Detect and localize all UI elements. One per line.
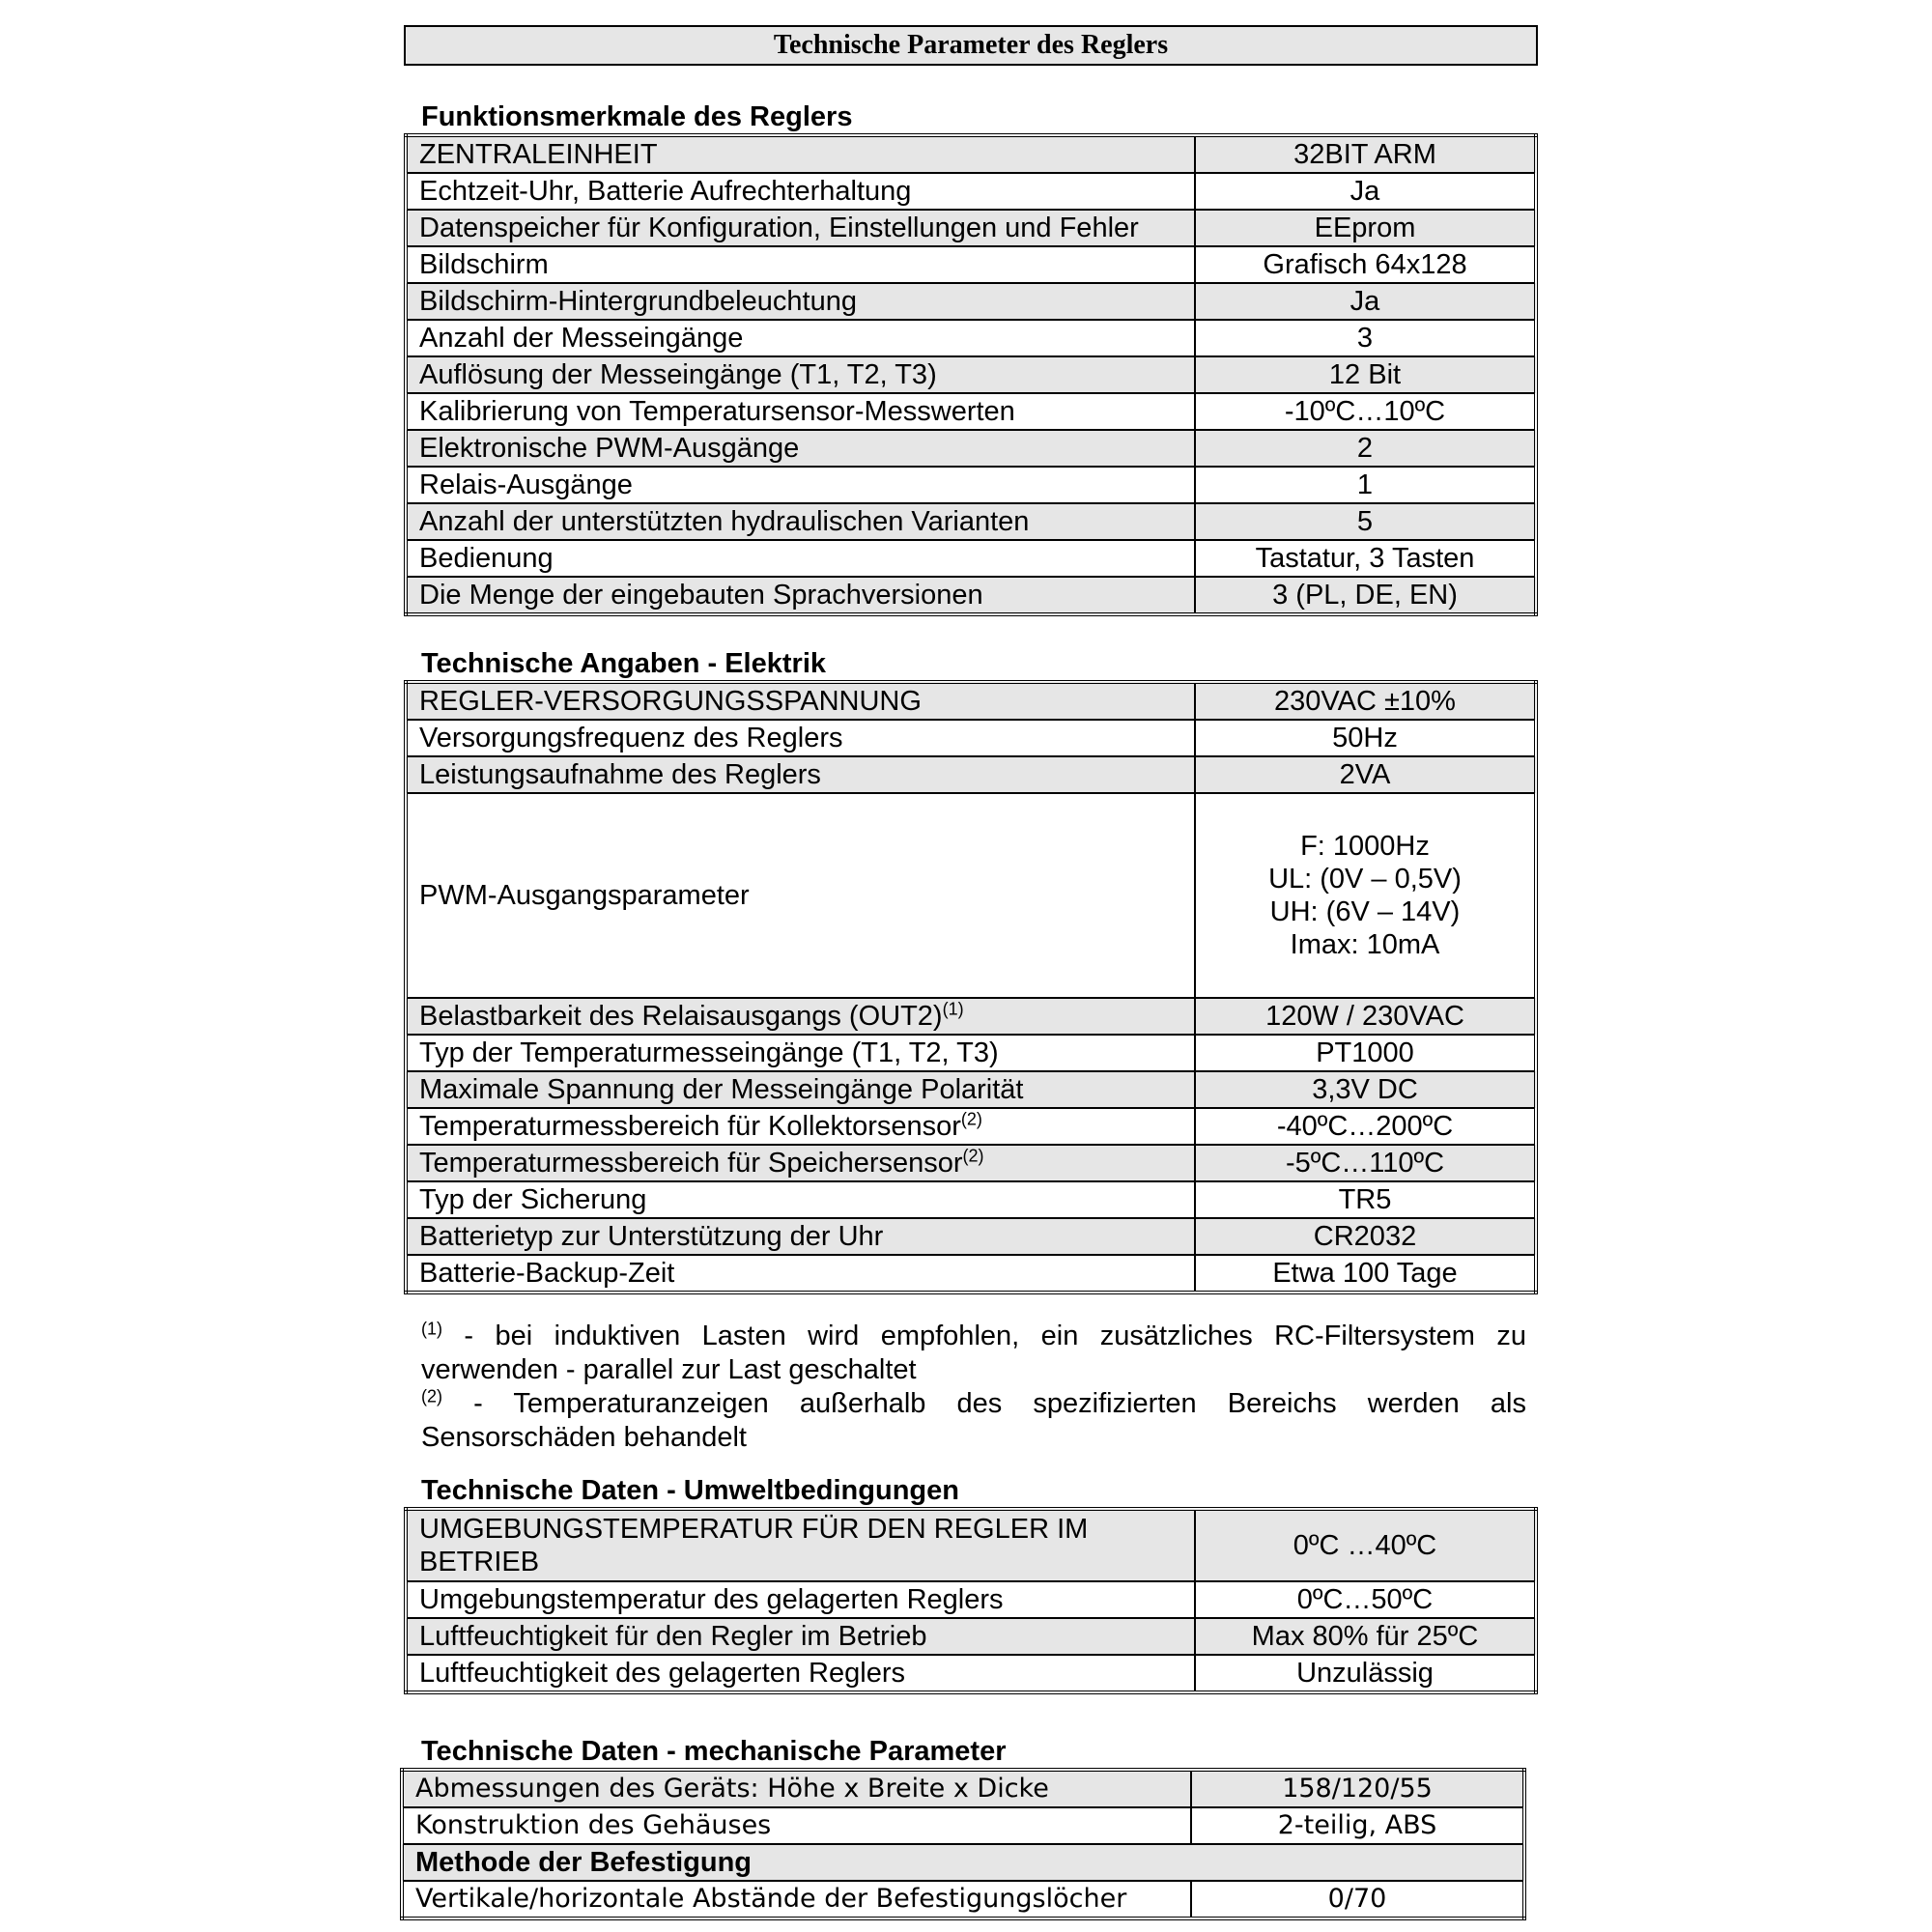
row-value: Ja — [1195, 283, 1536, 320]
footnote-1 — [421, 1320, 1526, 1387]
row-value: Max 80% für 25ºC — [1195, 1618, 1536, 1655]
value-line: F: 1000Hz — [1300, 831, 1430, 862]
row-label: Konstruktion des Gehäuses — [402, 1807, 1191, 1844]
table-row — [406, 135, 1536, 173]
table-row — [406, 1218, 1536, 1255]
row-label — [406, 1108, 1195, 1145]
row-label: ZENTRALEINHEIT — [406, 135, 1195, 173]
table-row — [406, 756, 1536, 793]
row-label: Typ der Sicherung — [406, 1181, 1195, 1218]
row-value: 230VAC ±10% — [1195, 682, 1536, 720]
label-text: Belastbarkeit des Relaisausgangs (OUT2) — [419, 1001, 943, 1032]
row-label: Luftfeuchtigkeit des gelagerten Reglers — [406, 1655, 1195, 1692]
table-row — [402, 1881, 1524, 1918]
heading-mechanical: Technische Daten - mechanische Parameter — [421, 1736, 1007, 1767]
table-row — [406, 1255, 1536, 1293]
label-text: Temperaturmessbereich für Kollektorsensor — [419, 1111, 961, 1142]
row-label: Maximale Spannung der Messeingänge Polarität — [406, 1071, 1195, 1108]
row-label: Bildschirm — [406, 246, 1195, 283]
table-row — [406, 682, 1536, 720]
table-row — [402, 1807, 1524, 1844]
table-row — [406, 577, 1536, 614]
row-label: REGLER-VERSORGUNGSSPANNUNG — [406, 682, 1195, 720]
row-value: 2-teilig, ABS — [1191, 1807, 1524, 1844]
row-label: Batterietyp zur Unterstützung der Uhr — [406, 1218, 1195, 1255]
row-value: Unzulässig — [1195, 1655, 1536, 1692]
table-row — [406, 393, 1536, 430]
heading-environment: Technische Daten - Umweltbedingungen — [421, 1475, 959, 1506]
table-row — [406, 1181, 1536, 1218]
heading-functions: Funktionsmerkmale des Reglers — [421, 101, 853, 132]
row-value: EEprom — [1195, 210, 1536, 246]
row-value: 0ºC…50ºC — [1195, 1581, 1536, 1618]
table-row — [406, 503, 1536, 540]
row-value: 2 — [1195, 430, 1536, 467]
row-label: PWM-Ausgangsparameter — [406, 793, 1195, 998]
table-mechanical — [400, 1768, 1526, 1920]
value-line: UH: (6V – 14V) — [1269, 896, 1461, 927]
row-label: Anzahl der Messeingänge — [406, 320, 1195, 356]
table-row — [406, 793, 1536, 998]
table-row — [402, 1770, 1524, 1807]
row-label: Vertikale/horizontale Abstände der Befestigungslöcher — [402, 1881, 1191, 1918]
table-row — [406, 210, 1536, 246]
row-label: Relais-Ausgänge — [406, 467, 1195, 503]
table-electrical — [404, 680, 1538, 1294]
document-page — [404, 25, 1538, 1920]
row-label: Abmessungen des Geräts: Höhe x Breite x Dicke — [402, 1770, 1191, 1807]
row-value: TR5 — [1195, 1181, 1536, 1218]
footnote-marker: (2) — [960, 1109, 982, 1129]
row-value: 158/120/55 — [1191, 1770, 1524, 1807]
heading-electrical: Technische Angaben - Elektrik — [421, 648, 826, 679]
table-row — [406, 430, 1536, 467]
table-subheading: Methode der Befestigung — [402, 1844, 1524, 1881]
row-label: UMGEBUNGSTEMPERATUR FÜR DEN REGLER IM BETRIEB — [406, 1509, 1195, 1581]
table-row — [406, 1145, 1536, 1181]
document-title: Technische Parameter des Reglers — [404, 25, 1538, 66]
table-row — [406, 1618, 1536, 1655]
row-value: Etwa 100 Tage — [1195, 1255, 1536, 1293]
footnote-marker: (2) — [962, 1146, 984, 1166]
row-value: Ja — [1195, 173, 1536, 210]
row-value: -10ºC…10ºC — [1195, 393, 1536, 430]
row-label: Elektronische PWM-Ausgänge — [406, 430, 1195, 467]
table-row — [406, 283, 1536, 320]
table-row — [406, 246, 1536, 283]
row-value: -40ºC…200ºC — [1195, 1108, 1536, 1145]
table-row — [406, 720, 1536, 756]
label-text: Temperaturmessbereich für Speichersensor — [419, 1148, 963, 1179]
row-label: Typ der Temperaturmesseingänge (T1, T2, T3) — [406, 1035, 1195, 1071]
footnotes — [404, 1320, 1538, 1455]
row-label: Bildschirm-Hintergrundbeleuchtung — [406, 283, 1195, 320]
footnote-2 — [421, 1387, 1526, 1455]
row-label: Datenspeicher für Konfiguration, Einstellungen und Fehler — [406, 210, 1195, 246]
row-value: CR2032 — [1195, 1218, 1536, 1255]
row-label: Versorgungsfrequenz des Reglers — [406, 720, 1195, 756]
table-row — [406, 356, 1536, 393]
row-value: 5 — [1195, 503, 1536, 540]
row-label: Leistungsaufnahme des Reglers — [406, 756, 1195, 793]
row-value: -5ºC…110ºC — [1195, 1145, 1536, 1181]
footnote-text: - Temperaturanzeigen außerhalb des spezifizierten Bereichs werden als Sensorschäden behandelt — [421, 1388, 1526, 1453]
table-functions — [404, 133, 1538, 616]
value-line: UL: (0V – 0,5V) — [1268, 864, 1462, 895]
row-label: Luftfeuchtigkeit für den Regler im Betrieb — [406, 1618, 1195, 1655]
row-value: Tastatur, 3 Tasten — [1195, 540, 1536, 577]
table-row — [406, 540, 1536, 577]
row-label: Kalibrierung von Temperatursensor-Messwerten — [406, 393, 1195, 430]
table-row — [406, 1071, 1536, 1108]
table-row — [406, 1035, 1536, 1071]
row-label: Anzahl der unterstützten hydraulischen Varianten — [406, 503, 1195, 540]
table-row — [406, 1509, 1536, 1581]
row-label: Echtzeit-Uhr, Batterie Aufrechterhaltung — [406, 173, 1195, 210]
row-value: 3,3V DC — [1195, 1071, 1536, 1108]
row-value: 2VA — [1195, 756, 1536, 793]
row-label: Bedienung — [406, 540, 1195, 577]
row-value: PT1000 — [1195, 1035, 1536, 1071]
table-row — [406, 1581, 1536, 1618]
row-value: 50Hz — [1195, 720, 1536, 756]
row-value: 32BIT ARM — [1195, 135, 1536, 173]
row-label: Auflösung der Messeingänge (T1, T2, T3) — [406, 356, 1195, 393]
footnote-marker: (2) — [421, 1386, 442, 1406]
row-value: Grafisch 64x128 — [1195, 246, 1536, 283]
row-value: 3 — [1195, 320, 1536, 356]
table-row — [406, 998, 1536, 1035]
table-row — [402, 1844, 1524, 1881]
row-value: 12 Bit — [1195, 356, 1536, 393]
row-label: Batterie-Backup-Zeit — [406, 1255, 1195, 1293]
row-value: 3 (PL, DE, EN) — [1195, 577, 1536, 614]
footnote-text: - bei induktiven Lasten wird empfohlen, ein zusätzliches RC-Filtersystem zu verwenden - parallel zur Last geschaltet — [421, 1321, 1526, 1385]
table-row — [406, 173, 1536, 210]
row-value: 0/70 — [1191, 1881, 1524, 1918]
footnote-marker: (1) — [421, 1319, 442, 1339]
row-label: Die Menge der eingebauten Sprachversionen — [406, 577, 1195, 614]
row-value: 1 — [1195, 467, 1536, 503]
value-line: Imax: 10mA — [1290, 929, 1440, 960]
footnote-marker: (1) — [942, 999, 964, 1019]
row-value: 0ºC …40ºC — [1195, 1509, 1536, 1581]
table-environment — [404, 1507, 1538, 1694]
table-row — [406, 467, 1536, 503]
row-label — [406, 998, 1195, 1035]
table-row — [406, 1655, 1536, 1692]
row-value: 120W / 230VAC — [1195, 998, 1536, 1035]
row-value-multiline — [1195, 793, 1536, 998]
row-label — [406, 1145, 1195, 1181]
table-row — [406, 1108, 1536, 1145]
table-row — [406, 320, 1536, 356]
row-label: Umgebungstemperatur des gelagerten Reglers — [406, 1581, 1195, 1618]
